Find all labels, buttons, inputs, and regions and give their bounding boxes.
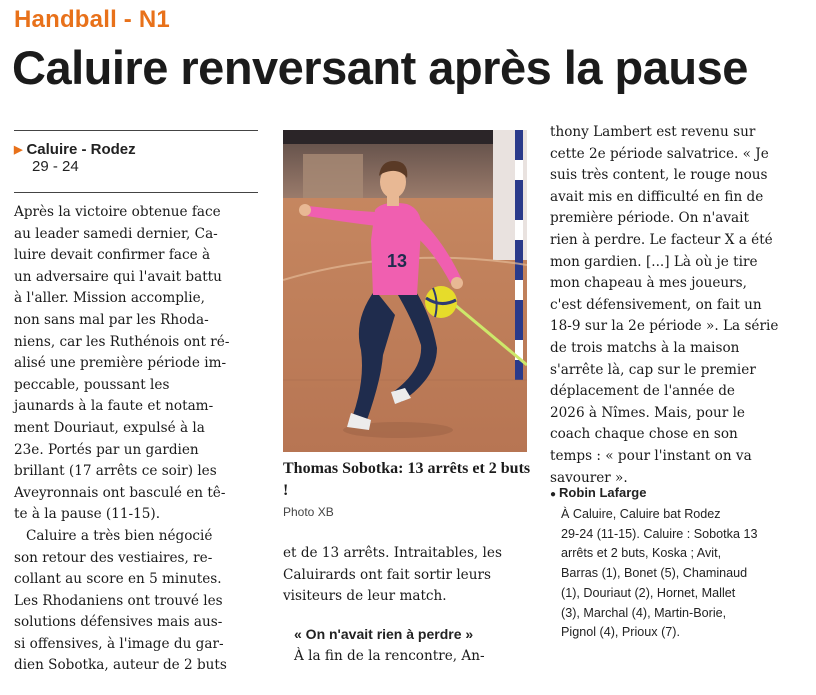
- text-line: première période. On n'avait: [550, 210, 749, 227]
- text-line: À Caluire, Caluire bat Rodez: [561, 507, 721, 521]
- text-line: dien Sobotka, auteur de 2 buts: [14, 657, 227, 674]
- text-line: 18-9 sur la 2e période ». La série: [550, 318, 779, 335]
- column-3: [550, 122, 798, 489]
- text-line: un adversaire qui l'avait battu: [14, 268, 222, 285]
- rule-top-left: [14, 130, 258, 131]
- subheading: « On n'avait rien à perdre »: [294, 626, 474, 642]
- photo-illustration: [283, 130, 527, 452]
- text-line: Après la victoire obtenue face: [14, 204, 221, 220]
- text-line: temps : « pour l'instant on va: [550, 447, 752, 464]
- text-line: brillant (17 arrêts ce soir) les: [14, 463, 217, 480]
- text-line: Caluire a très bien négocié: [26, 527, 213, 544]
- text-line: non sans mal par les Rhoda-: [14, 311, 209, 328]
- rule-below-score: [14, 192, 258, 193]
- caption-title: Thomas Sobotka: 13 arrêts et 2 buts !: [283, 460, 531, 499]
- text-line: ment Douriaut, expulsé à la: [14, 419, 205, 436]
- text-line: thony Lambert est revenu sur: [550, 124, 756, 140]
- text-line: solutions défensives mais aus-: [14, 614, 223, 631]
- text-line: son retour des vestiaires, re-: [14, 549, 213, 566]
- author-byline: [550, 485, 646, 500]
- score-teams: Caluire - Rodez: [26, 141, 136, 158]
- text-line: s'arrête là, cap sur le premier: [550, 361, 756, 378]
- match-result-box: [561, 505, 783, 643]
- photo-caption: [283, 458, 533, 519]
- author-name: Robin Lafarge: [559, 485, 647, 500]
- text-line: avait mis en difficulté en fin de: [550, 188, 764, 205]
- score-teams-line: [14, 141, 258, 158]
- text-line: luire devait confirmer face à: [14, 247, 211, 264]
- text-line: cette 2e période salvatrice. « Je: [550, 145, 769, 162]
- text-line: 23e. Portés par un gardien: [14, 441, 199, 458]
- score-value: 29 - 24: [32, 158, 79, 175]
- handball-goalkeeper-photo: [283, 130, 527, 452]
- text-line: 29-24 (11-15). Caluire : Sobotka 13: [561, 526, 758, 541]
- text-line: suis très content, le rouge nous: [550, 167, 768, 184]
- text-line: mon gardien. [...] Là où je tire: [550, 253, 758, 270]
- column-1: [14, 202, 260, 677]
- photo-credit: Photo XB: [283, 505, 334, 519]
- text-line: visiteurs de leur match.: [283, 588, 447, 605]
- text-line: collant au score en 5 minutes.: [14, 571, 222, 588]
- text-line: déplacement de l'année de: [550, 383, 735, 400]
- text-line: te à la pause (11-15).: [14, 506, 161, 523]
- text-line: et de 13 arrêts. Intraitables, les: [283, 545, 502, 561]
- score-box: [14, 141, 258, 175]
- text-line: mon chapeau à mes joueurs,: [550, 275, 747, 292]
- text-line: Barras (1), Bonet (5), Chaminaud: [561, 566, 748, 581]
- text-line: coach chaque chose en son: [550, 426, 738, 443]
- text-line: c'est défensivement, on fait un: [550, 296, 762, 313]
- text-line: Les Rhodaniens ont trouvé les: [14, 592, 223, 609]
- jersey-number: 13: [387, 251, 408, 271]
- kicker: Handball - N1: [14, 6, 170, 33]
- text-line: de trois matchs à la maison: [550, 339, 740, 356]
- text-line: peccable, poussant les: [14, 376, 170, 393]
- text-line: alisé une première période im-: [14, 355, 227, 372]
- arrow-icon: ▶: [14, 144, 23, 156]
- text-line: au leader samedi dernier, Ca-: [14, 225, 218, 242]
- text-line: à l'aller. Mission accomplie,: [14, 290, 205, 307]
- text-line: savourer ».: [550, 469, 628, 486]
- headline: Caluire renversant après la pause: [12, 41, 748, 94]
- text-line: rien à perdre. Le facteur X a été: [550, 231, 773, 248]
- col1-paragraph-2: [14, 526, 260, 677]
- bullet-icon: ●: [550, 489, 557, 500]
- column-2: [283, 543, 529, 608]
- text-line: jaunards à la faute et notam-: [14, 398, 214, 415]
- text-line: Pignol (4), Prioux (7).: [561, 625, 680, 640]
- text-line: (3), Marchal (4), Martin-Borie,: [561, 605, 727, 620]
- text-line: (1), Douriaut (2), Hornet, Mallet: [561, 585, 736, 600]
- text-line: niens, car les Ruthénois ont ré-: [14, 333, 230, 350]
- text-line: Caluirards ont fait sortir leurs: [283, 566, 491, 583]
- col1-paragraph-1: [14, 202, 260, 526]
- text-line: Aveyronnais ont basculé en tê-: [14, 484, 226, 501]
- text-line: 2026 à Nîmes. Mais, pour le: [550, 404, 745, 421]
- text-line: si offensives, à l'image du gar-: [14, 635, 224, 652]
- text-line: arrêts et 2 buts, Koska ; Avit,: [561, 546, 722, 561]
- column-2-continued: [294, 646, 530, 668]
- text-line: À la fin de la rencontre, An-: [294, 648, 485, 664]
